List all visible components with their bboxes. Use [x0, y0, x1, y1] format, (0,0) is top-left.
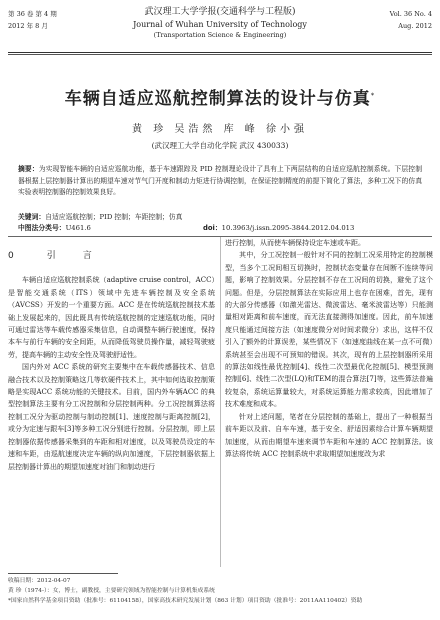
classification-line — [18, 223, 422, 234]
right-column — [225, 237, 433, 460]
volume-issue-en: Vol. 36 No. 4 — [389, 10, 432, 18]
doi — [203, 223, 354, 234]
header-rule — [8, 52, 432, 53]
section-heading — [8, 250, 215, 262]
paper-title — [20, 84, 420, 109]
title-text: 车辆自适应巡航控制算法的设计与仿真 — [64, 89, 371, 109]
paragraph: 其中，分工况控制一般针对不同的控制工况采用特定的控制模型，当多个工况间相互切换时，控制状态变量存在间断不连续等问题，影响了控制效果。分层控制不存在工况间的切换，避免了这个问题。但是，分层控制算法在实际应用上也存在困难，首先，现有的大部分传感器（如激光雷达、微波雷达、毫米波雷达等）只能测量相对距离和前车速度，而无法直接测得加速度。因此，前车加速度只能通过间接方法（如速度微分对时间求微分）求出，这样不仅引入了额外的计算误差，某些情况下（如速度曲线在某一点不可微）系统甚至会出现不可预知的错误。其次，现有的上层控制器所采用的算法如线性最优控制[4]、线性二次型最优化控制[5]、模型预测控制[6]、线性二次型(LQ)和TEM的混合算法[7]等，这些算法普遍较复杂，系统运算量较大，对系统运算能力需求较高，因此增加了技术难度和成本。 — [225, 251, 433, 409]
journal-name-en: Journal of Wuhan University of Technology — [133, 20, 307, 29]
abstract-text: 为实现智能车辆的自适应巡航功能，基于车速跟踪及 PID 控制理论设计了具有上下两层结构的自适应巡航控制系统。下层控制器根据上层控制器计算出的期望车速对节气门开度和制动力矩进行协调控制，在保证控制精度的前提下简化了算法，多种工况下的仿真实验表明控制器的控制效果良好。 — [18, 165, 423, 196]
section-number: 0 — [8, 251, 17, 261]
footnote-rule — [8, 573, 118, 574]
column-divider — [220, 237, 221, 567]
paragraph: 国内外对 ACC 系统的研究主要集中在车载传感器技术、信息融合技术以及控制策略这几等软硬件技术上，其中如何选取控制策略是实现ACC 系统功能的关键技术。目前，国内外车辆ACC 的典型控制算法主要有分工况控制和分层控制两种。分工况控制算法将控制工况分为驱动控制与制动控制[1]、速度控制与距离控制[2]，或分为定速与跟车[3]等多种工况分别进行控制。分层控制，即上层控制器依据传感器采集到的车距和相对速度，以及驾驶员设定的车速和车距，由巡航速度决定车辆的纵向加速度，下层控制器依据上层控制器计算出的期望加速度对油门和制动进行 — [8, 363, 215, 471]
keywords-text: 自适应巡航控制；PID 控制；车距控制；仿真 — [45, 213, 183, 221]
footnote-funding: *国家自然科学基金项目资助（批准号：61104158），国家高技术研究发展计划（863 计划）项目资助（批准号：2011AA110402）资助 — [8, 598, 363, 604]
left-column — [8, 250, 215, 473]
clc-code: U461.6 — [65, 224, 91, 232]
doi-value: 10.3963/j.issn.2095-3844.2012.04.013 — [221, 224, 355, 232]
footnote-received: 收稿日期：2012-04-07 — [8, 578, 71, 584]
author-list: 黄 珍 吴浩然 库 峰 徐小强 — [132, 124, 308, 135]
footnote-author: 黄 珍（1974-）：女，博士，副教授，主要研究领域为智能控制与计算机集成系统 — [8, 588, 215, 594]
keywords — [18, 212, 422, 223]
abstract-label: 摘要： — [18, 165, 39, 173]
abstract — [18, 164, 422, 199]
journal-name-cn: 武汉理工大学学报(交通科学与工程版) — [144, 7, 296, 17]
running-header — [0, 6, 440, 52]
keywords-label: 关键词： — [18, 213, 46, 221]
journal-subtitle-en: (Transportation Science & Engineering) — [153, 31, 287, 39]
title-footnote-mark: * — [370, 91, 376, 100]
author-affiliation: (武汉理工大学自动化学院 武汉 430033) — [151, 141, 289, 150]
date-cn: 2012 年 8 月 — [8, 22, 48, 30]
clc-label: 中图法分类号： — [18, 224, 66, 232]
volume-issue-cn: 第 36 卷 第 4 期 — [8, 10, 57, 18]
doi-label: doi： — [203, 224, 222, 232]
header-right — [390, 8, 432, 32]
header-left — [8, 8, 57, 32]
paragraph: 车辆自适应巡航控制系统（adaptive cruise control，ACC）是智能交通系统（ITS）领域中先进车辆控制及安全系统（AVCSS）开发的一个重要方面。ACC 是在传统巡航控制技术基础上发展起来的，因此既具有传统巡航控制的定速巡航功能，同时可通过雷达等车载传感器采集信息，自动调整车辆行驶速度，保持本车与前行车辆的安全间距，从而降低驾驶员操作量，减轻驾驶疲劳，提高车辆的主动安全性及驾驶舒适性。 — [8, 276, 215, 359]
section-title: 引 言 — [46, 251, 95, 261]
date-en: Aug. 2012 — [398, 22, 432, 30]
header-center — [90, 6, 350, 40]
footnotes — [8, 576, 433, 606]
paragraph: 针对上述问题，笔者在分层控制的基础上，提出了一种根据当前车距以及前、自车车速，基于安全、舒适因素综合计算车辆期望加速度，从而由期望车速来调节车距和车速的 ACC 控制算法。该算法将传统 ACC 控制系统中求取期望加速度改为求 — [225, 412, 433, 458]
header-rule-thin — [8, 54, 432, 55]
paragraph: 进行控制，从而使车辆保持设定车速或车距。 — [225, 239, 365, 247]
